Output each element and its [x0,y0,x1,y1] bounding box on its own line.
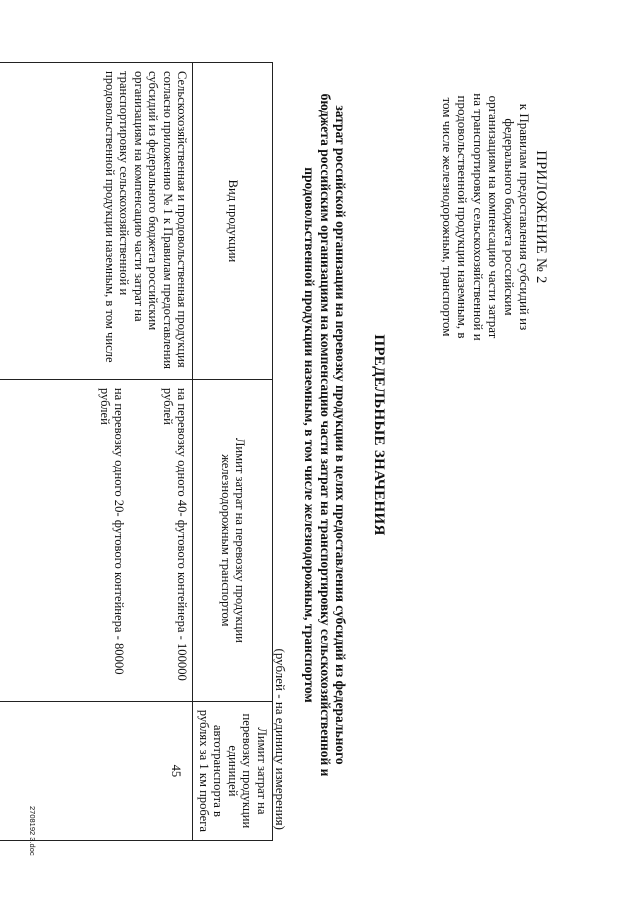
cell-rail-limits [0,379,193,701]
column-header-rail-limit: Лимит затрат на перевозку продукции железнодорожным транспортом [193,379,273,701]
document-title: ПРЕДЕЛЬНЫЕ ЗНАЧЕНИЯ [371,334,387,536]
document-subtitle: затрат российской организации на перевозку продукции в целях предоставления субсидий из федерального бюджета российским организациям на компенсацию части затрат на транспортировку сельскохозяйственной и продовольственной продукции наземным, в том числе железнодорожным, транспортом [302,93,349,777]
table-header-row [193,63,273,841]
column-header-auto-limit: Лимит затрат на перевозку продукции единицей автотранспорта в рублях за 1 км пробега [193,701,273,840]
table-row [0,63,193,841]
appendix-reference: к Правилам предоставления субсидий из федерального бюджета российским организациям на компенсацию части затрат на транспортировку сельскохозяйственной и продовольственной продукции наземным, в том числе железнодорожным, транспортом [440,93,533,341]
appendix-header [440,92,549,342]
limits-table [0,62,273,841]
cell-product: Сельскохозяйственная и продовольственная продукция согласно приложению № 1 к Правилам предоставления субсидий из федерального бюджета российским организациям на компенсацию части затрат на транспортировку сельскохозяйственной и продовольственной продукции наземным, в том числе [0,63,193,380]
column-header-product: Вид продукции [193,63,273,380]
file-code: 2708192 3.doc [28,806,37,856]
auto-limit-value: 45 [169,764,184,778]
units-note: (рублей - на единицу измерения) [273,648,288,830]
rail-limit-40ft: на перевозку одного 40- футового контейнера - 100000 рублей [161,387,190,681]
appendix-number: ПРИЛОЖЕНИЕ № 2 [533,150,549,284]
document-heading [302,90,386,780]
rail-limit-20ft: на перевозку одного 20- футового контейнера - 80000 рублей [98,387,127,675]
